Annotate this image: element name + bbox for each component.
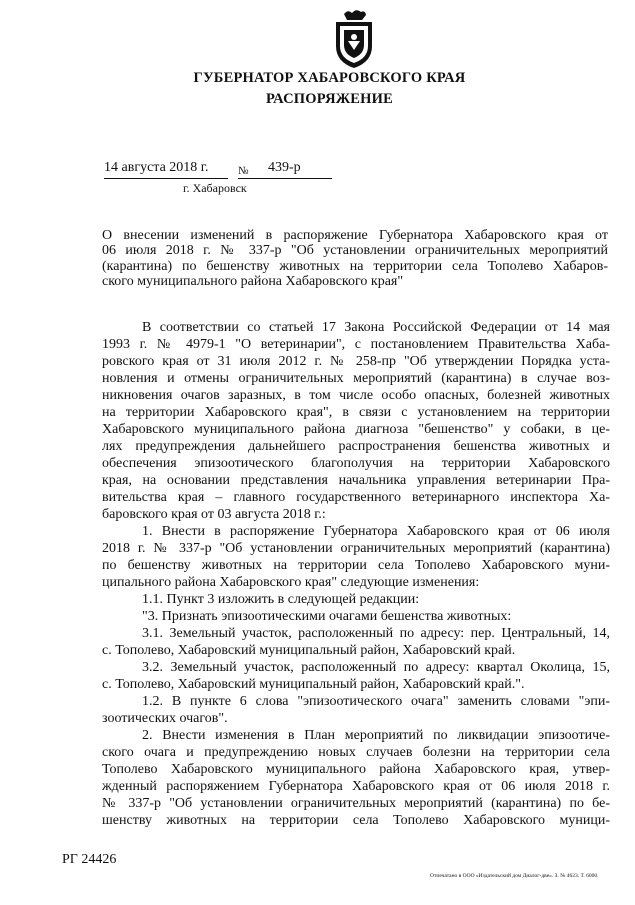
body-line: жденный распоряжением Губернатора Хабаровского края от 06 июля 2018 г. xyxy=(102,779,610,794)
body-line: шенству животных на территории села Тополево Хабаровского муници- xyxy=(102,813,610,828)
body-line: 1993 г. № 4979-1 "О ветеринарии", с постановлением Правительства Хаба- xyxy=(102,337,610,352)
subject-line: 06 июля 2018 г. № 337-р "Об установлении ограничительных мероприятий xyxy=(102,243,608,259)
body-line: 1.1. Пункт 3 изложить в следующей редакции: xyxy=(142,592,420,607)
body-line: лях предупреждения дальнейшего распространения бешенства животных и xyxy=(102,439,610,454)
body-line: 1. Внести в распоряжение Губернатора Хабаровского края от 06 июля xyxy=(142,524,610,539)
body-text xyxy=(102,319,610,829)
body-line: с. Тополево, Хабаровский муниципальный район, Хабаровский край.". xyxy=(102,677,525,692)
order-number: 439-р xyxy=(268,160,301,175)
body-line: Хабаровского муниципального района диагноза "бешенство" у собаки, в це- xyxy=(102,422,610,437)
body-line: 2. Внести изменения в План мероприятий по ликвидации эпизоотиче- xyxy=(142,728,610,743)
body-line: В соответствии со статьей 17 Закона Российской Федерации от 14 мая xyxy=(142,320,610,335)
body-line: 3.2. Земельный участок, расположенный по адресу: квартал Околица, 15, xyxy=(142,660,610,675)
body-line: 2018 г. № 337-р "Об установлении ограничительных мероприятий (карантина) xyxy=(102,541,610,556)
body-line: края, на основании представления начальника управления ветеринарии Пра- xyxy=(102,473,610,488)
subject-line: О внесении изменений в распоряжение Губернатора Хабаровского края от xyxy=(102,228,608,243)
subject-line: (карантина) по бешенству животных на территории села Тополево Хабаров- xyxy=(102,258,608,274)
city-name: г. Хабаровск xyxy=(183,181,247,195)
registration-code: РГ 24426 xyxy=(62,852,117,867)
body-line: с. Тополево, Хабаровский муниципальный район, Хабаровский край. xyxy=(102,643,516,658)
document-type: РАСПОРЯЖЕНИЕ xyxy=(265,91,394,107)
body-line: № 337-р "Об установлении ограничительных мероприятий (карантина) по бе- xyxy=(102,796,610,811)
body-line: зоотических очагов". xyxy=(102,711,228,726)
subject-block xyxy=(102,228,608,290)
subject-line: ского муниципального района Хабаровского края" xyxy=(102,274,404,290)
body-line: ципального района Хабаровского края" следующие изменения: xyxy=(102,575,480,590)
body-line: новления и отмены ограничительных мероприятий (карантина) в случае воз- xyxy=(102,371,610,386)
body-line: баровского края от 03 августа 2018 г.: xyxy=(102,507,326,522)
body-line: ского очага и предупреждению новых случаев болезни на территории села xyxy=(102,745,610,760)
body-line: 1.2. В пункте 6 слова "эпизоотического очага" заменить словами "эпи- xyxy=(142,694,610,709)
number-underline xyxy=(238,178,332,179)
body-line: Тополево Хабаровского муниципального района Хабаровского края, утвер- xyxy=(102,762,610,777)
body-line: обеспечения эпизоотического благополучия на территории Хабаровского xyxy=(102,456,610,471)
order-date: 14 августа 2018 г. xyxy=(104,160,209,175)
coat-of-arms-emblem xyxy=(330,8,378,70)
body-line: вительства края – главного государственного ветеринарного инспектора Ха- xyxy=(102,490,610,505)
body-line: ровского края от 31 июля 2012 г. № 258-пр "Об утверждении Порядка уста- xyxy=(102,354,610,369)
body-line: по бешенству животных на территории села Тополево Хабаровского муни- xyxy=(102,558,610,573)
date-underline xyxy=(104,178,228,179)
body-line: никновения очагов заразных, в том числе особо опасных, болезней животных xyxy=(102,388,610,403)
number-sign: № xyxy=(238,165,249,177)
body-line: 3.1. Земельный участок, расположенный по адресу: пер. Центральный, 14, xyxy=(142,626,610,641)
body-line: "3. Признать эпизоотическими очагами бешенства животных: xyxy=(142,609,512,624)
governor-title: ГУБЕРНАТОР ХАБАРОВСКОГО КРАЯ xyxy=(193,70,466,86)
printer-note: Отпечатано в ООО «Издательский дом Диалог-две». З. № 4623. Т. 6000. xyxy=(430,873,599,879)
body-line: на территории Хабаровского края", в связи с установлением на территории xyxy=(102,405,610,420)
